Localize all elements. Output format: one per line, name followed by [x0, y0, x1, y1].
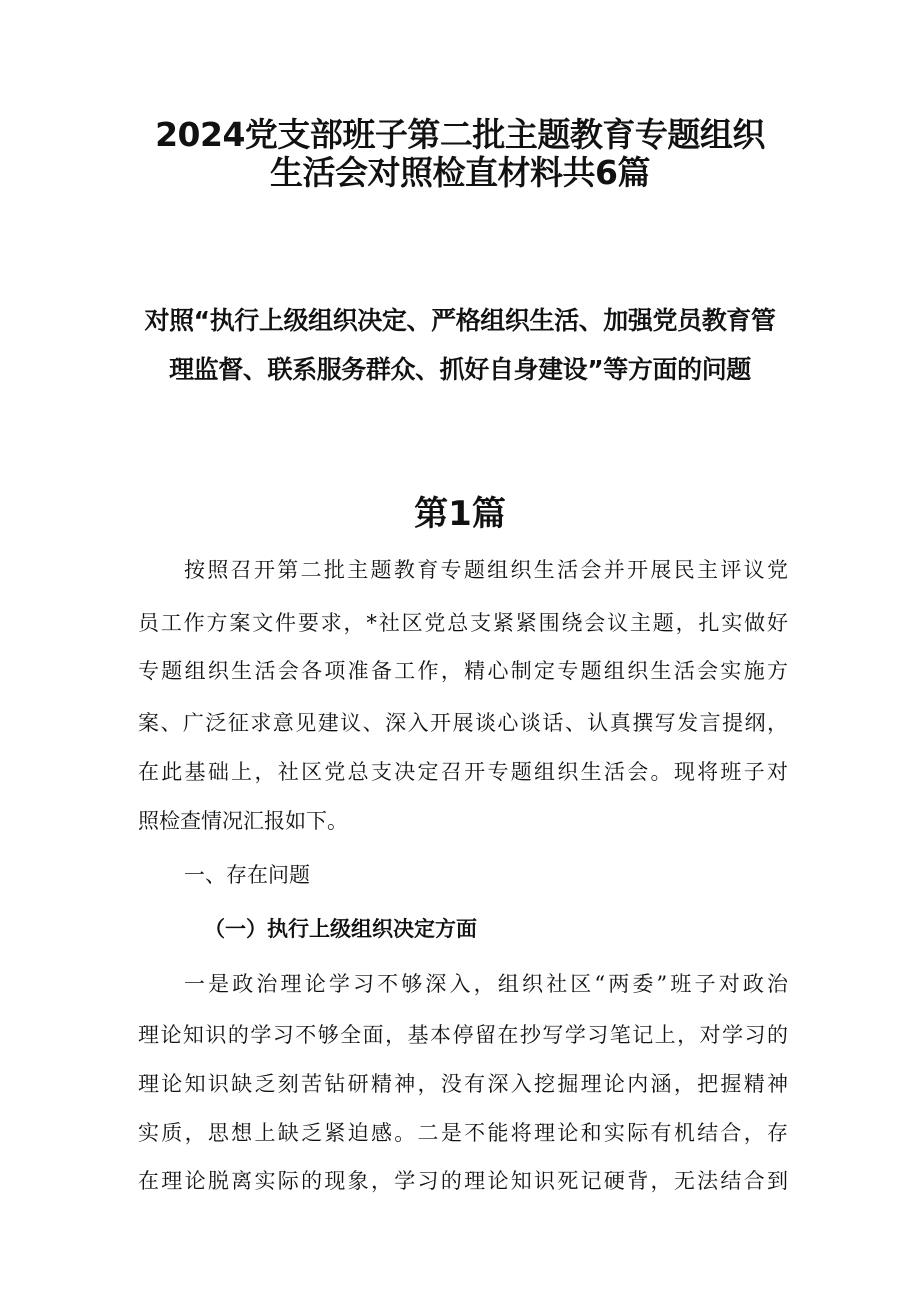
intro-paragraph-line: 员工作方案文件要求，*社区党总支紧紧围绕会议主题，扎实做好 [138, 611, 788, 635]
problem-paragraph-line: 理论知识的学习不够全面，基本停留在抄写学习笔记上，对学习的 [138, 1023, 788, 1047]
problem-paragraph-line: 在理论脱离实际的现象，学习的理论知识死记硬背，无法结合到 [138, 1169, 788, 1193]
problem-paragraph-line: 实质，思想上缺乏紧迫感。二是不能将理论和实际有机结合，存 [138, 1121, 788, 1145]
section-heading: 一、存在问题 [184, 863, 310, 887]
intro-paragraph-line: 案、广泛征求意见建议、深入开展谈心谈话、认真撰写发言提纲， [138, 711, 788, 735]
intro-paragraph-line: 专题组织生活会各项准备工作，精心制定专题组织生活会实施方 [138, 659, 788, 683]
intro-paragraph-line: 按照召开第二批主题教育专题组织生活会并开展民主评议党 [184, 558, 788, 582]
intro-paragraph-line: 在此基础上，社区党总支决定召开专题组织生活会。现将班子对 [138, 760, 788, 784]
subtitle-line-2: 理监督、联系服务群众、抓好自身建设”等方面的问题 [169, 355, 751, 384]
sub-heading: （一）执行上级组织决定方面 [204, 916, 477, 941]
subtitle-line-1: 对照“执行上级组织决定、严格组织生活、加强党员教育管 [144, 306, 776, 335]
problem-paragraph-line: 理论知识缺乏刻苦钻研精神，没有深入挖掘理论内涵，把握精神 [138, 1072, 788, 1096]
document-title-line-2: 生活会对照检直材料共6篇 [270, 153, 650, 192]
intro-paragraph-line: 照检查情况汇报如下。 [138, 809, 348, 833]
document-title-line-1: 2024党支部班子第二批主题教育专题组织 [155, 115, 765, 154]
problem-paragraph-line: 一是政治理论学习不够深入，组织社区“两委”班子对政治 [184, 972, 788, 996]
part-heading: 第1篇 [414, 494, 506, 534]
